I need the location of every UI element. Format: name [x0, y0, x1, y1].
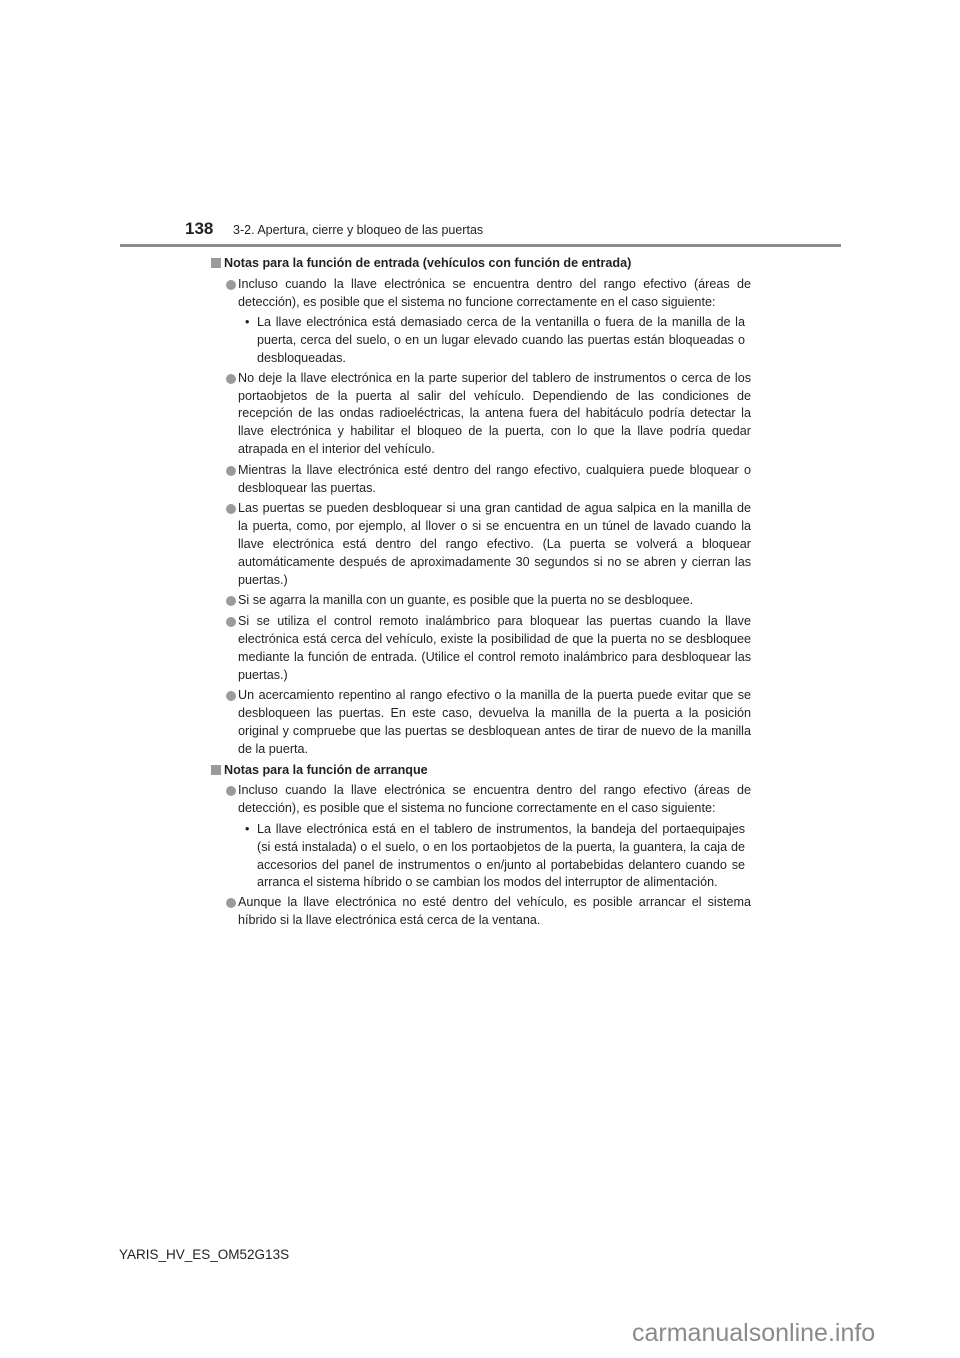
bullet-text: Un acercamiento repentino al rango efectivo o la manilla de la puerta puede evitar que se desbloqueen las puertas. En este caso, devuelva la manilla de la puerta a la posición original y compruebe que las puertas se desbloquean antes de tirar de nuevo de la manilla de la puerta.: [238, 688, 751, 756]
bullet-item: [211, 782, 751, 818]
bullet-item: [211, 613, 751, 684]
circle-bullet-icon: [226, 786, 236, 796]
header-divider: [120, 244, 841, 247]
bullet-text: Incluso cuando la llave electrónica se encuentra dentro del rango efectivo (áreas de detección), es posible que el sistema no funcione correctamente en el caso siguiente:: [238, 783, 751, 816]
section-heading: [211, 255, 751, 273]
circle-bullet-icon: [226, 374, 236, 384]
bullet-item: [211, 500, 751, 589]
bullet-text: Las puertas se pueden desbloquear si una gran cantidad de agua salpica en la manilla de la puerta, como, por ejemplo, al llover o si se encuentra en un túnel de lavado cuando la llave electrónica está dentro del rango efectivo. (La puerta se volverá a bloquear automáticamente después de aproximadamente 30 segundos si no se abren y cierran las puertas.): [238, 501, 751, 587]
bullet-item: [211, 276, 751, 312]
section-title: 3-2. Apertura, cierre y bloqueo de las puertas: [233, 223, 484, 237]
section-heading: [211, 762, 751, 780]
bullet-text: Incluso cuando la llave electrónica se encuentra dentro del rango efectivo (áreas de detección), es posible que el sistema no funcione correctamente en el caso siguiente:: [238, 276, 751, 309]
page-number: 138: [185, 219, 214, 238]
bullet-text: Aunque la llave electrónica no esté dentro del vehículo, es posible arrancar el sistema híbrido si la llave electrónica está cerca de la ventana.: [238, 895, 751, 927]
square-bullet-icon: [211, 765, 221, 775]
square-bullet-icon: [211, 258, 221, 268]
bullet-item: [211, 462, 751, 498]
bullet-text: No deje la llave electrónica en la parte superior del tablero de instrumentos o cerca de los portaobjetos de la puerta al salir del vehículo. Dependiendo de las condiciones de recepción de las ondas radioeléctricas, la antena fuera del habitáculo podría detectar la llave electrónica y habilitar el bloqueo de la puerta, con lo que la llave podría quedar atrapada en el interior del vehículo.: [238, 370, 751, 456]
sub-bullet-item: [211, 821, 751, 892]
footer-code: YARIS_HV_ES_OM52G13S: [119, 1247, 290, 1262]
bullet-text: Si se agarra la manilla con un guante, es posible que la puerta no se desbloquee.: [238, 593, 694, 608]
circle-bullet-icon: [226, 691, 236, 701]
circle-bullet-icon: [226, 596, 236, 606]
bullet-text: Si se utiliza el control remoto inalámbrico para bloquear las puertas cuando la llave electrónica está cerca del vehículo, existe la posibilidad de que la puerta no se desbloquee mediante la función de entrada. (Utilice el control remoto inalámbrico para desbloquear las puertas.): [238, 614, 751, 682]
heading-text: Notas para la función de arranque: [224, 762, 428, 777]
sub-bullet-text: La llave electrónica está en el tablero de instrumentos, la bandeja del portaequipajes (si está instalada) o el suelo, o en los portaobjetos de la puerta, la guantera, la caja de accesorios del panel de instrumentos o en/junto al portabebidas delantero cuando se arranca el sistema híbrido o se cambian los modos del interruptor de alimentación.: [257, 821, 745, 890]
bullet-item: [211, 370, 751, 459]
circle-bullet-icon: [226, 280, 236, 290]
dot-bullet-icon: •: [245, 315, 250, 330]
circle-bullet-icon: [226, 617, 236, 627]
dot-bullet-icon: •: [245, 821, 250, 836]
circle-bullet-icon: [226, 898, 236, 908]
sub-bullet-item: [211, 314, 751, 367]
circle-bullet-icon: [226, 466, 236, 476]
sub-bullet-text: La llave electrónica está demasiado cerca de la ventanilla o fuera de la manilla de la puerta, cerca del suelo, o en un lugar elevado cuando las puertas están bloqueadas o desbloqueadas.: [257, 315, 745, 365]
bullet-item: [211, 894, 751, 930]
bullet-item: [211, 592, 751, 610]
bullet-text: Mientras la llave electrónica esté dentro del rango efectivo, cualquiera puede bloquear o desbloquear las puertas.: [238, 462, 751, 495]
bullet-item: [211, 687, 751, 758]
heading-text: Notas para la función de entrada (vehículos con función de entrada): [224, 256, 632, 270]
page-content: [211, 255, 751, 933]
circle-bullet-icon: [226, 504, 236, 514]
watermark: carmanualsonline.info: [632, 1319, 876, 1347]
